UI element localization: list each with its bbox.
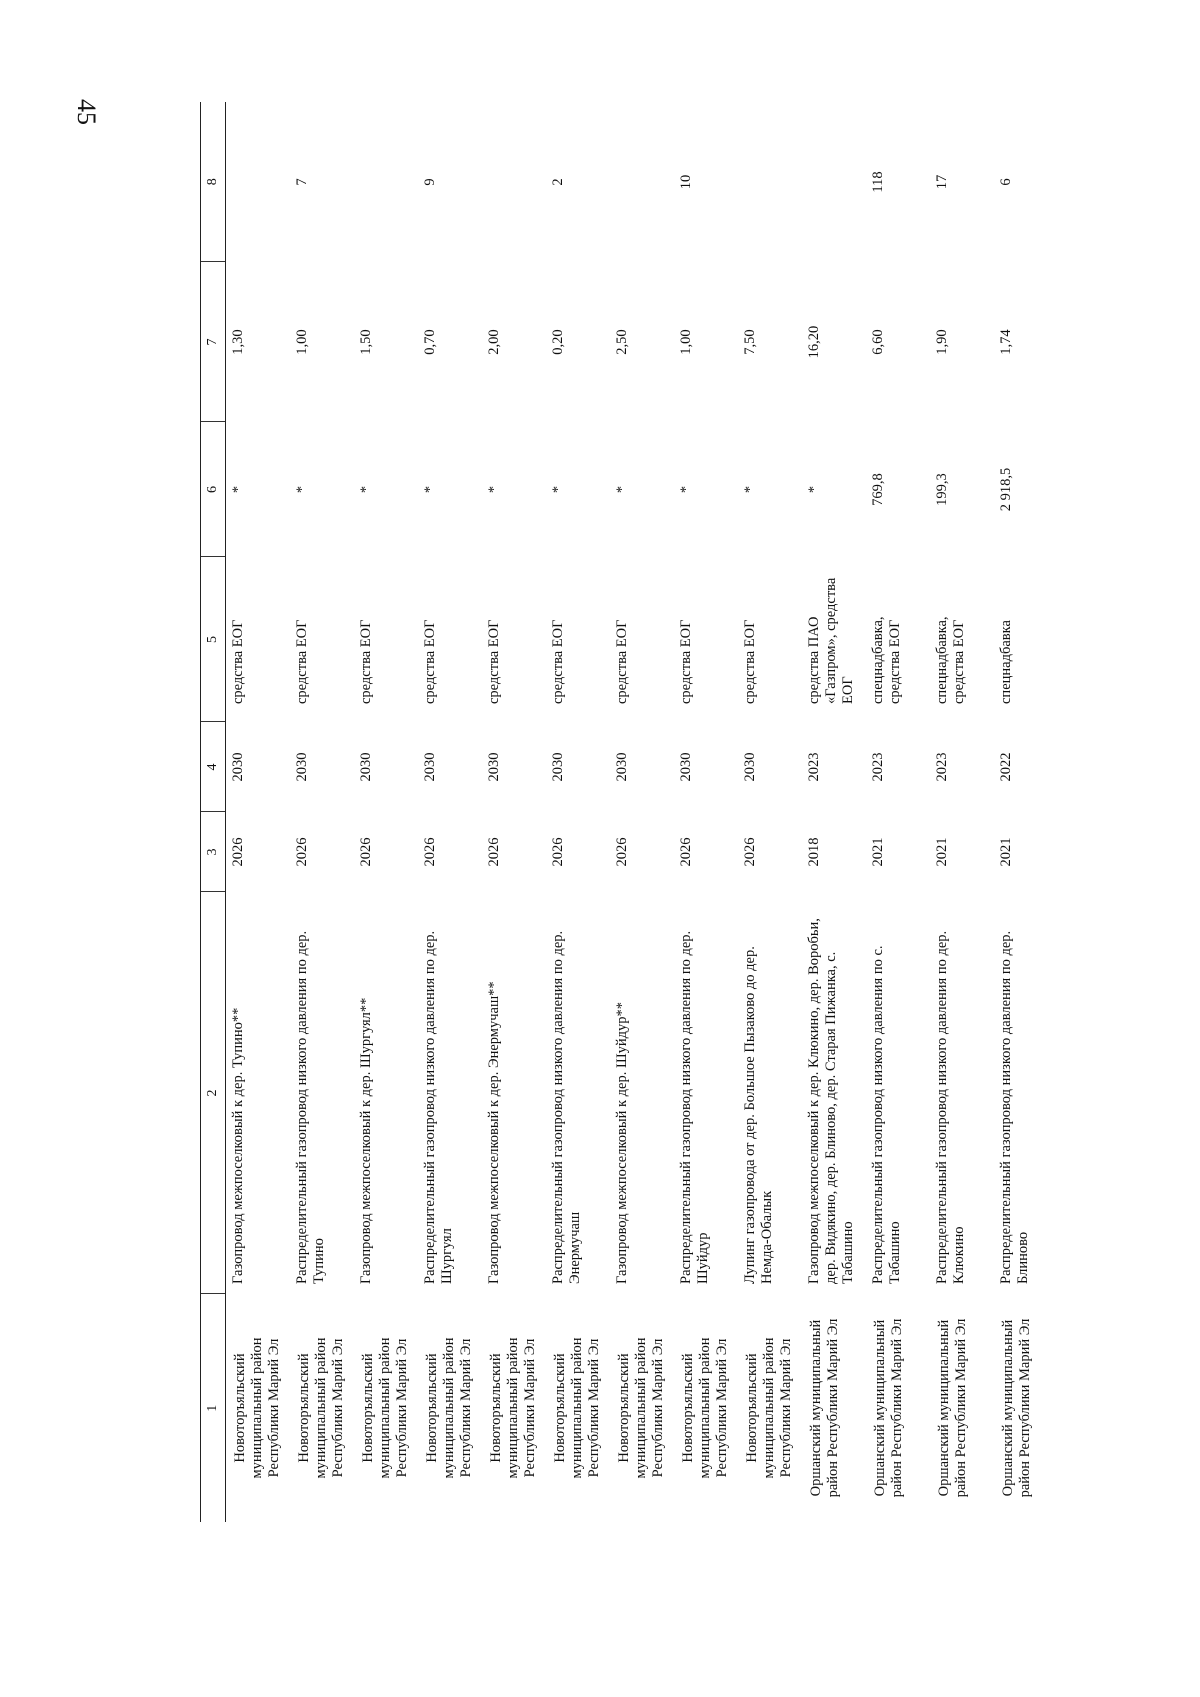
end-year-cell: 2030 xyxy=(614,752,630,782)
region-cell: Оршанский муниципальный район Республики Марий Эл xyxy=(936,1318,970,1498)
start-year-cell: 2021 xyxy=(998,837,1014,867)
table-row xyxy=(930,102,994,1522)
count-cell: 118 xyxy=(870,171,886,193)
funding-source-cell: средства ПАО «Газпром», средства ЕОГ xyxy=(806,577,857,704)
end-year-cell: 2022 xyxy=(998,752,1014,782)
funding-source-cell: средства ЕОГ xyxy=(550,619,566,704)
region-cell: Новоторъяльский муниципальный район Республики Марий Эл xyxy=(360,1337,411,1479)
start-year-cell: 2026 xyxy=(358,837,374,867)
funding-source-cell: средства ЕОГ xyxy=(230,619,246,704)
end-year-cell: 2030 xyxy=(422,752,438,782)
start-year-cell: 2026 xyxy=(294,837,310,867)
length-cell: 16,20 xyxy=(806,325,822,359)
object-cell: Газопровод межпоселковый к дер. Энермучаш** xyxy=(486,981,502,1284)
funding-source-cell: средства ЕОГ xyxy=(678,619,694,704)
length-cell: 1,00 xyxy=(678,329,694,355)
object-cell: Распределительный газопровод низкого давления по дер. Шуйдур xyxy=(678,930,712,1284)
region-cell: Новоторъяльский муниципальный район Республики Марий Эл xyxy=(296,1337,347,1479)
table-row xyxy=(802,102,866,1522)
table-row xyxy=(290,102,354,1522)
table-row xyxy=(738,102,802,1522)
length-cell: 1,00 xyxy=(294,329,310,355)
count-cell: 17 xyxy=(934,174,950,190)
table-row xyxy=(610,102,674,1522)
table-row xyxy=(866,102,930,1522)
count-cell xyxy=(354,102,418,262)
funding-source-cell: спецнадбавка, средства ЕОГ xyxy=(934,616,968,704)
funding-source-cell: средства ЕОГ xyxy=(486,619,502,704)
length-cell: 2,00 xyxy=(486,329,502,355)
start-year-cell: 2026 xyxy=(614,837,630,867)
count-cell xyxy=(226,102,291,262)
cost-cell: * xyxy=(486,485,502,494)
length-cell: 1,90 xyxy=(934,329,950,355)
count-cell xyxy=(482,102,546,262)
length-cell: 0,20 xyxy=(550,329,566,355)
region-cell: Новоторъяльский муниципальный район Республики Марий Эл xyxy=(744,1337,795,1479)
count-cell: 7 xyxy=(294,178,310,186)
table-row xyxy=(226,102,291,1522)
end-year-cell: 2023 xyxy=(934,752,950,782)
table-row xyxy=(546,102,610,1522)
funding-source-cell: спецнадбавка xyxy=(998,620,1014,704)
funding-source-cell: средства ЕОГ xyxy=(614,619,630,704)
region-cell: Оршанский муниципальный район Республики Марий Эл xyxy=(872,1318,906,1498)
count-cell: 2 xyxy=(550,178,566,186)
end-year-cell: 2023 xyxy=(806,752,822,782)
funding-source-cell: средства ЕОГ xyxy=(422,619,438,704)
column-header: 3 xyxy=(201,812,226,892)
funding-source-cell: средства ЕОГ xyxy=(358,619,374,704)
start-year-cell: 2018 xyxy=(806,837,822,867)
region-cell: Новоторъяльский муниципальный район Республики Марий Эл xyxy=(552,1337,603,1479)
table-row xyxy=(994,102,1058,1522)
object-cell: Газопровод межпоселковый к дер. Шургуял** xyxy=(358,997,374,1284)
cost-cell: * xyxy=(614,485,630,494)
cost-cell: 769,8 xyxy=(870,473,886,506)
object-cell: Лупинг газопровода от дер. Большое Пызаково до дер. Немда-Обалык xyxy=(742,946,776,1284)
object-cell: Распределительный газопровод низкого давления по с. Табашино xyxy=(870,945,904,1284)
length-cell: 6,60 xyxy=(870,329,886,355)
funding-source-cell: спецнадбавка, средства ЕОГ xyxy=(870,616,904,704)
cost-cell: * xyxy=(422,485,438,494)
cost-cell: * xyxy=(294,485,310,494)
count-cell xyxy=(802,102,866,262)
start-year-cell: 2021 xyxy=(870,837,886,867)
object-cell: Распределительный газопровод низкого давления по дер. Энермучаш xyxy=(550,930,584,1284)
start-year-cell: 2026 xyxy=(550,837,566,867)
region-cell: Новоторъяльский муниципальный район Республики Марий Эл xyxy=(232,1337,283,1479)
cost-cell: 2 918,5 xyxy=(998,467,1014,512)
object-cell: Распределительный газопровод низкого давления по дер. Клюкино xyxy=(934,930,968,1284)
object-cell: Распределительный газопровод низкого давления по дер. Шургуял xyxy=(422,930,456,1284)
column-header: 4 xyxy=(201,722,226,812)
gas-pipeline-table xyxy=(200,102,1058,1522)
count-cell: 6 xyxy=(998,178,1014,186)
column-header: 8 xyxy=(201,102,226,262)
funding-source-cell: средства ЕОГ xyxy=(742,619,758,704)
start-year-cell: 2026 xyxy=(742,837,758,867)
column-header: 7 xyxy=(201,262,226,422)
cost-cell: 199,3 xyxy=(934,473,950,506)
end-year-cell: 2030 xyxy=(486,752,502,782)
count-cell xyxy=(610,102,674,262)
cost-cell: * xyxy=(678,485,694,494)
length-cell: 7,50 xyxy=(742,329,758,355)
region-cell: Новоторъяльский муниципальный район Республики Марий Эл xyxy=(424,1337,475,1479)
end-year-cell: 2023 xyxy=(870,752,886,782)
end-year-cell: 2030 xyxy=(230,752,246,782)
table-row xyxy=(354,102,418,1522)
object-cell: Распределительный газопровод низкого давления по дер. Тупино xyxy=(294,930,328,1284)
region-cell: Оршанский муниципальный район Республики Марий Эл xyxy=(808,1318,842,1498)
start-year-cell: 2026 xyxy=(486,837,502,867)
object-cell: Распределительный газопровод низкого давления по дер. Блиново xyxy=(998,930,1032,1284)
length-cell: 1,50 xyxy=(358,329,374,355)
length-cell: 1,74 xyxy=(998,329,1014,355)
start-year-cell: 2026 xyxy=(678,837,694,867)
region-cell: Новоторъяльский муниципальный район Республики Марий Эл xyxy=(616,1337,667,1479)
column-header: 6 xyxy=(201,422,226,557)
start-year-cell: 2021 xyxy=(934,837,950,867)
start-year-cell: 2026 xyxy=(422,837,438,867)
column-header: 1 xyxy=(201,1294,226,1522)
end-year-cell: 2030 xyxy=(294,752,310,782)
table-wrapper xyxy=(200,102,1034,1522)
column-header: 2 xyxy=(201,892,226,1294)
count-cell: 10 xyxy=(678,174,694,190)
cost-cell: * xyxy=(230,485,246,494)
count-cell xyxy=(738,102,802,262)
cost-cell: * xyxy=(806,485,822,494)
rotated-table-container xyxy=(200,102,1034,1522)
end-year-cell: 2030 xyxy=(358,752,374,782)
column-header: 5 xyxy=(201,557,226,722)
end-year-cell: 2030 xyxy=(678,752,694,782)
end-year-cell: 2030 xyxy=(742,752,758,782)
cost-cell: * xyxy=(550,485,566,494)
end-year-cell: 2030 xyxy=(550,752,566,782)
object-cell: Газопровод межпоселковый к дер. Шуйдур** xyxy=(614,1001,630,1284)
length-cell: 0,70 xyxy=(422,329,438,355)
funding-source-cell: средства ЕОГ xyxy=(294,619,310,704)
table-row xyxy=(482,102,546,1522)
count-cell: 9 xyxy=(422,178,438,186)
table-row xyxy=(674,102,738,1522)
object-cell: Газопровод межпоселковый к дер. Клюкино, дер. Воробьи, дер. Видякино, дер. Блиново, дер. Старая Пижанка, с. Табашино xyxy=(806,918,857,1284)
cost-cell: * xyxy=(358,485,374,494)
table-row xyxy=(418,102,482,1522)
region-cell: Новоторъяльский муниципальный район Республики Марий Эл xyxy=(680,1337,731,1479)
length-cell: 2,50 xyxy=(614,329,630,355)
length-cell: 1,30 xyxy=(230,329,246,355)
object-cell: Газопровод межпоселковый к дер. Тупино** xyxy=(230,1007,246,1284)
region-cell: Новоторъяльский муниципальный район Республики Марий Эл xyxy=(488,1337,539,1479)
page-number: 45 xyxy=(72,99,101,125)
table-header-row xyxy=(201,102,226,1522)
region-cell: Оршанский муниципальный район Республики Марий Эл xyxy=(1000,1318,1034,1498)
cost-cell: * xyxy=(742,485,758,494)
start-year-cell: 2026 xyxy=(230,837,246,867)
